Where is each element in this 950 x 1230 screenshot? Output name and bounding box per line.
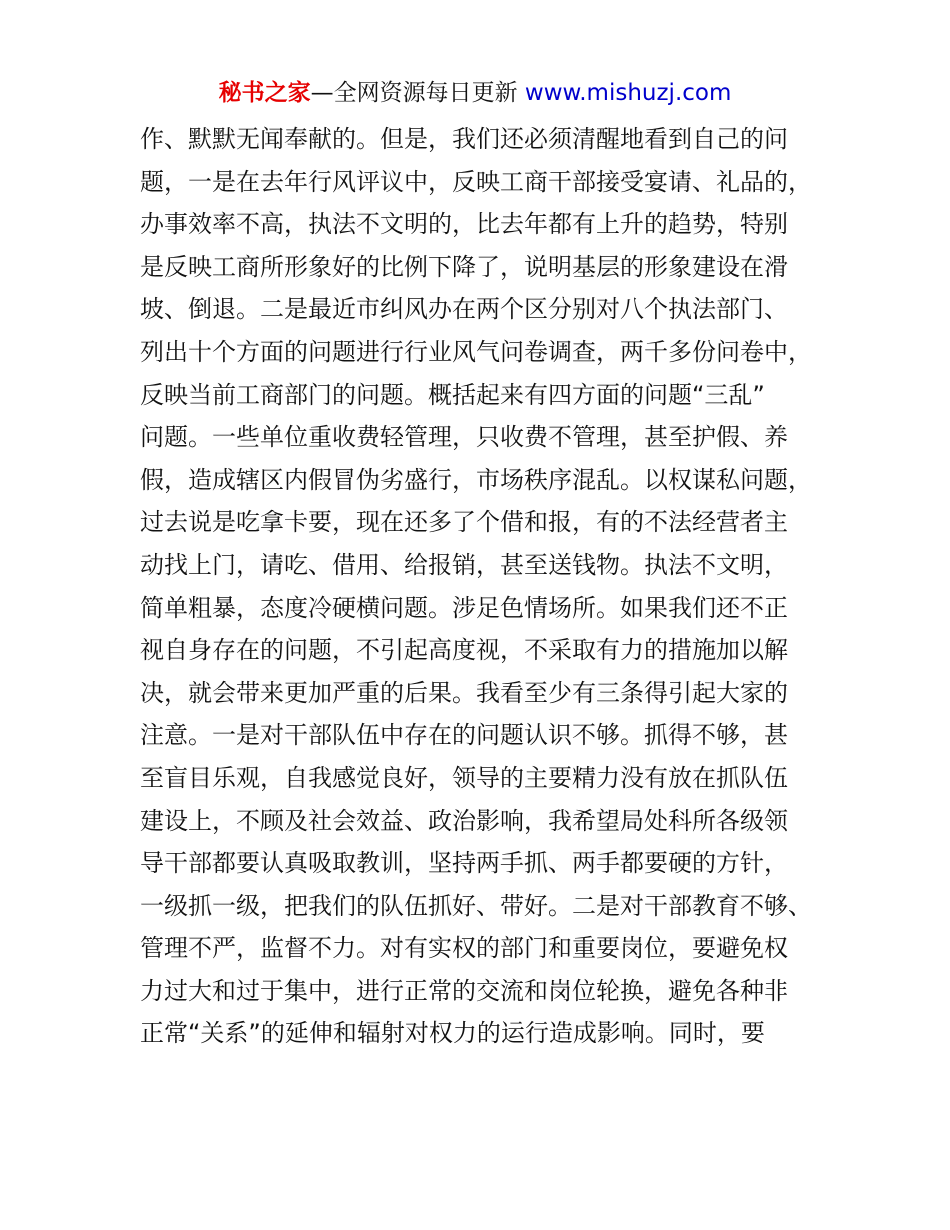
body-line: 反映当前工商部门的问题。概括起来有四方面的问题“三乱” xyxy=(140,380,765,409)
body-line: 一级抓一级，把我们的队伍抓好、带好。二是对干部教育不够、 xyxy=(140,891,812,920)
body-line: 坡、倒退。二是最近市纠风办在两个区分别对八个执法部门、 xyxy=(140,295,788,324)
body-line: 题，一是在去年行风评议中，反映工商干部接受宴请、礼品的， xyxy=(140,167,812,196)
body-line: 作、默默无闻奉献的。但是，我们还必须清醒地看到自己的问 xyxy=(140,125,788,153)
body-line: 是反映工商所形象好的比例下降了，说明基层的形象建设在滑 xyxy=(140,252,788,281)
document-body xyxy=(140,118,820,1055)
body-line: 简单粗暴，态度冷硬横问题。涉足色情场所。如果我们还不正 xyxy=(140,593,788,622)
body-line: 问题。一些单位重收费轻管理，只收费不管理，甚至护假、养 xyxy=(140,423,788,452)
brand-name: 秘书之家 xyxy=(218,80,311,106)
body-line: 管理不严，监督不力。对有实权的部门和重要岗位，要避免权 xyxy=(140,934,788,963)
header-tagline: —全网资源每日更新 xyxy=(310,80,525,106)
body-line: 注意。一是对干部队伍中存在的问题认识不够。抓得不够，甚 xyxy=(140,721,788,750)
body-line: 导干部都要认真吸取教训，坚持两手抓、两手都要硬的方针， xyxy=(140,849,788,878)
site-url-link[interactable]: www.mishuzj.com xyxy=(524,80,732,106)
body-line: 办事效率不高，执法不文明的，比去年都有上升的趋势，特别 xyxy=(140,210,788,239)
body-line: 决，就会带来更加严重的后果。我看至少有三条得引起大家的 xyxy=(140,678,788,707)
body-line: 正常“关系”的延伸和辐射对权力的运行造成影响。同时，要 xyxy=(140,1019,765,1048)
body-line: 建设上，不顾及社会效益、政治影响，我希望局处科所各级领 xyxy=(140,806,788,835)
body-line: 假，造成辖区内假冒伪劣盛行，市场秩序混乱。以权谋私问题， xyxy=(140,465,812,494)
body-line: 动找上门，请吃、借用、给报销，甚至送钱物。执法不文明， xyxy=(140,550,788,579)
body-line: 至盲目乐观，自我感觉良好，领导的主要精力没有放在抓队伍 xyxy=(140,763,788,792)
body-line: 视自身存在的问题，不引起高度视，不采取有力的措施加以解 xyxy=(140,636,788,665)
body-line: 力过大和过于集中，进行正常的交流和岗位轮换，避免各种非 xyxy=(140,976,788,1005)
body-line: 列出十个方面的问题进行行业风气问卷调查，两千多份问卷中， xyxy=(140,337,812,366)
body-line: 过去说是吃拿卡要，现在还多了个借和报，有的不法经营者主 xyxy=(140,508,788,537)
page-header xyxy=(0,76,950,110)
